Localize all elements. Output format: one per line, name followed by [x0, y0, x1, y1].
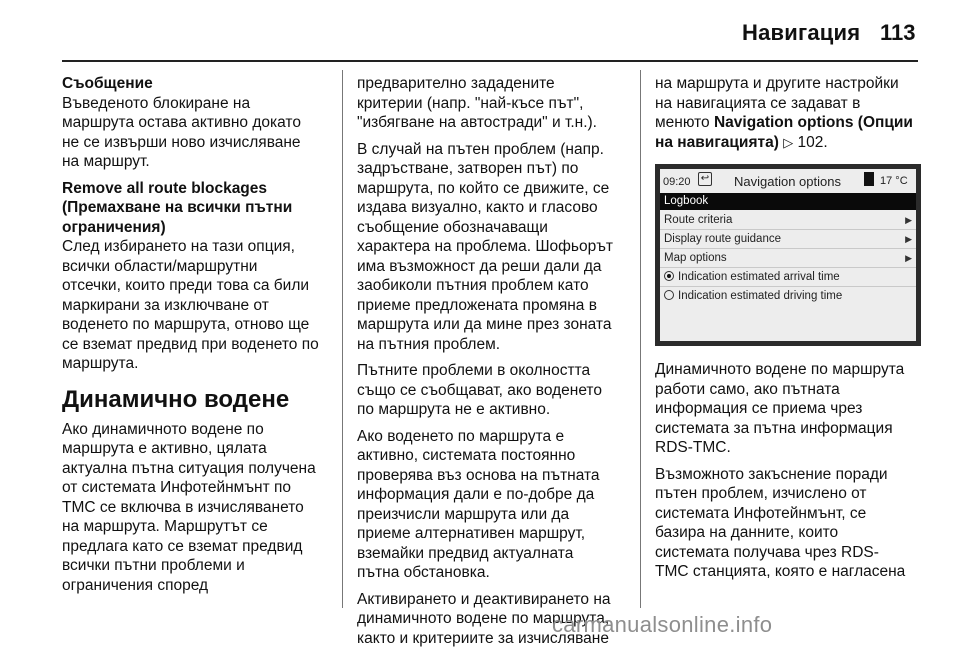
radio-arrival-time[interactable]: [660, 269, 916, 287]
text-line: задръстване, затворен път) по: [357, 160, 579, 177]
note-title: Съобщение: [62, 75, 153, 92]
column-2: [357, 74, 625, 655]
paragraph: [357, 361, 625, 420]
menu-item-display-route-guidance[interactable]: [660, 231, 916, 249]
column-3: [655, 74, 921, 589]
note-line: Въведеното блокиране на: [62, 94, 251, 112]
text-line: Ако воденето по маршрута е: [357, 427, 565, 445]
text-line: също се съобщават, ако воденето: [357, 381, 602, 399]
paragraph: [655, 360, 921, 458]
paragraph: [357, 140, 625, 355]
text-line: динамичното водене по маршрута,: [357, 610, 610, 627]
menu-item-map-options[interactable]: [660, 250, 916, 268]
radio-label: Indication estimated driving time: [678, 290, 843, 302]
text-line: Ако динамичното водене по: [62, 420, 264, 438]
note-line: на маршрут.: [62, 153, 150, 170]
menu-name: Navigation options (Опции: [713, 114, 913, 131]
radio-label: Indication estimated arrival time: [678, 271, 840, 283]
paragraph: [655, 465, 921, 582]
menu-item-label: Map options: [664, 252, 727, 264]
text-line: на маршрута. Маршрутът се: [62, 518, 268, 535]
text-line: В случай на пътен проблем (напр.: [357, 140, 604, 158]
text-line: маршрута, по който се движите, се: [357, 179, 610, 197]
screen-title: Navigation options: [734, 174, 841, 189]
clock: 09:20: [663, 176, 691, 188]
text-line: всички области/маршрутни: [62, 257, 258, 275]
text-line: базира на данните, които: [655, 524, 839, 541]
text-line: на навигацията се задават в: [655, 94, 861, 112]
text-line: RDS-TMC.: [655, 439, 731, 456]
text-line: издава визуално, както и гласово: [357, 199, 598, 216]
note-block: [62, 74, 330, 172]
text-line: Динамичното водене по маршрута: [655, 361, 905, 378]
text-line: преизчисли маршрута или да: [357, 505, 570, 523]
remove-heading-line: ограничения): [62, 218, 166, 236]
text-line: характера на проблема. Шофьорът: [357, 238, 614, 255]
text-line: всички пътни проблеми и: [62, 557, 245, 574]
text-line: пътна обстановка.: [357, 564, 490, 581]
column-divider-1: [342, 70, 343, 608]
text-line: заобиколи пътния проблем като: [357, 277, 589, 294]
page-reference: 102.: [797, 133, 828, 151]
text-line: [655, 113, 921, 133]
remove-heading-line: (Премахване на всички пътни: [62, 199, 293, 216]
paragraph: [357, 74, 625, 133]
temperature: 17 °C: [880, 175, 908, 187]
text-line: маршрута е активно, цялата: [62, 440, 267, 457]
text-line: Активирането и деактивирането на: [357, 590, 611, 608]
text-line: пътен проблем, изчислено от: [655, 485, 867, 502]
text-line: системата за пътна информация: [655, 419, 893, 437]
text-line: вземайки предвид актуалната: [357, 544, 574, 562]
menu-item-route-criteria[interactable]: [660, 212, 916, 230]
text-line: по маршрута не е активно.: [357, 401, 551, 418]
back-icon[interactable]: ↩: [698, 172, 712, 186]
watermark: carmanualsonline.info: [552, 612, 773, 637]
header-rule: [62, 60, 918, 62]
paragraph: [357, 427, 625, 583]
page-reference-icon: ▷: [783, 134, 794, 150]
remove-heading-line: Remove all route blockages: [62, 179, 268, 197]
text-line: активно, системата постоянно: [357, 447, 576, 464]
text-line: воденето по маршрута, отново ще: [62, 316, 310, 333]
menu-item-label: Route criteria: [664, 214, 733, 226]
navigation-options-screenshot: [655, 164, 921, 346]
text-line: ограничения според: [62, 576, 209, 594]
menu-item-logbook[interactable]: [660, 193, 916, 210]
text-line: приеме предложената промяна в: [357, 296, 597, 314]
text-line: маршрута.: [62, 355, 139, 372]
remove-blockages-paragraph: [62, 179, 330, 374]
radio-driving-time[interactable]: [660, 288, 916, 305]
column-divider-2: [640, 70, 641, 608]
chevron-right-icon: ▶: [905, 234, 912, 244]
text-line: TMC се включва в изчисляването: [62, 498, 304, 516]
text-line: приеме алтернативен маршрут,: [357, 525, 586, 542]
screen-display: [660, 169, 916, 341]
page-number: 113: [880, 20, 916, 45]
screen-status-bar: [660, 169, 916, 191]
menu-item-label: Display route guidance: [664, 233, 781, 245]
text-line: от системата Инфотейнмънт по: [62, 479, 291, 496]
text-line: на пътния проблем.: [357, 335, 501, 353]
text-line: информация дали е по-добре да: [357, 486, 595, 503]
menu-item-label: Logbook: [664, 195, 709, 207]
text-line: информация се приема чрез: [655, 400, 863, 417]
text-span: менюто: [655, 114, 714, 131]
column-1: [62, 74, 330, 602]
section-heading: Динамично водене: [62, 385, 290, 413]
paragraph: [655, 74, 921, 152]
text-line: има възможност да реши дали да: [357, 257, 602, 275]
text-line: Възможното закъснение поради: [655, 465, 888, 483]
text-line: критерии (напр. "най-късе път",: [357, 94, 584, 112]
note-line: маршрута остава активно докато: [62, 114, 301, 131]
text-line: "избягване на автостради" и т.н.).: [357, 114, 597, 131]
fuel-icon: [864, 172, 874, 186]
text-line: Пътните проблеми в околността: [357, 362, 591, 379]
text-line: отсечки, които преди това са били: [62, 277, 310, 294]
dynamic-guidance-paragraph: [62, 420, 330, 596]
text-line: След избирането на тази опция,: [62, 238, 295, 255]
chevron-right-icon: ▶: [905, 253, 912, 263]
text-line: работи само, ако пътната: [655, 380, 840, 398]
text-line: предварително зададените: [357, 75, 555, 92]
menu-name: на навигацията): [655, 133, 779, 151]
text-line: се вземат предвид при воденето по: [62, 335, 319, 353]
text-line: [655, 133, 921, 153]
text-line: съобщение обозначаващи: [357, 218, 548, 236]
note-line: не се извърши ново изчисляване: [62, 133, 301, 151]
chevron-right-icon: ▶: [905, 215, 912, 225]
text-line: системата получава чрез RDS-: [655, 543, 879, 561]
text-line: актуална пътна ситуация получена: [62, 459, 316, 477]
text-line: маршрута или да мине през зоната: [357, 316, 612, 333]
page-header: [0, 0, 960, 62]
radio-selected-icon: [664, 271, 674, 281]
text-line: TMC станцията, която е нагласена: [655, 563, 906, 580]
text-line: както и критериите за изчисляване: [357, 629, 609, 647]
text-line: проверява въз основа на пътната: [357, 466, 600, 484]
text-line: на маршрута и другите настройки: [655, 75, 899, 92]
text-line: предлага като се вземат предвид: [62, 537, 303, 555]
text-line: маркирани за изключване от: [62, 296, 269, 314]
text-line: системата Инфотейнмънт, се: [655, 504, 867, 522]
section-title: Навигация: [742, 20, 861, 45]
radio-unselected-icon: [664, 290, 674, 300]
